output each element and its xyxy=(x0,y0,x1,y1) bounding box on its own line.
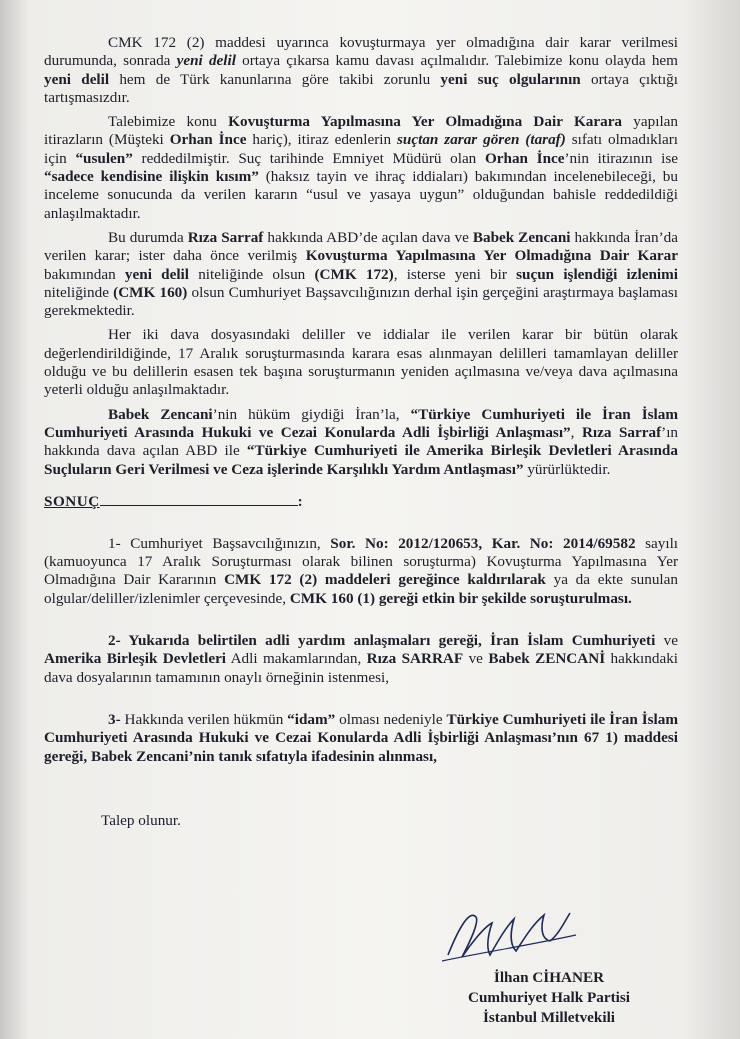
text-run: (haksız tayin ve ihraç iddiaları) bakımından incelenebileceği, bu inceleme sonucunda da verilen kararın “usul ve yasaya uygun” olduğundan bahisle reddedildiği anlaşılmaktadır. xyxy=(44,168,678,222)
text-run: hariç), itiraz edenlerin xyxy=(246,131,398,149)
bold-text xyxy=(177,52,236,69)
text-run: sıfatı olmadıkları için xyxy=(44,131,678,167)
bold-text: Kovuşturma Yapılmasına Yer Olmadığına Dair Karara xyxy=(228,113,623,131)
text-run: ya da ekte sunulan olgular/deliller/izlenimler çerçevesinde, xyxy=(44,571,678,607)
text-run: reddedilmiştir. Suç tarihinde Emniyet Müdürü olan xyxy=(132,149,485,167)
bold-text: (CMK 160) xyxy=(113,283,188,301)
signatory-party: Cumhuriyet Halk Partisi xyxy=(468,989,630,1006)
text-run: hakkındaki dava dosyalarının tamamının onaylı örneğinin istenmesi, xyxy=(44,650,679,686)
paragraph xyxy=(44,326,678,399)
text-run: hem de Türk kanunlarına göre takibi zorunlu xyxy=(109,70,441,88)
result-item xyxy=(44,535,678,608)
bold-text: 2- Yukarıda belirtilen adli yardım anlaşmaları gereği, İran İslam Cumhuriyeti xyxy=(108,632,656,650)
bold-text: (CMK 172) xyxy=(314,265,394,283)
bold-text: yeni suç olgularının xyxy=(440,70,581,88)
text-run: 1- xyxy=(108,534,131,552)
bold-text: “usulen” xyxy=(75,149,133,167)
text-run: ’nin hüküm giydiği İran’la, xyxy=(212,405,411,423)
text-run: sayılı (kamuoyunca 17 Aralık Soruşturması olarak bilinen soruşturma) Kovuşturma Yapılmasına Yer Olmadığına Dair Kararının xyxy=(44,534,679,589)
emphasis-text: suçtan zarar gören (taraf) xyxy=(397,131,566,149)
signature-block xyxy=(468,968,630,1028)
text-run: ortaya çıktığı tartışmasızdır. xyxy=(44,70,678,106)
text-run: ’ın hakkında dava açılan ABD ile xyxy=(44,423,679,460)
sonuc-label: SONUÇ xyxy=(44,492,100,510)
text-run: Her iki dava dosyasındaki deliller ve iddialar ile verilen karar bir bütün olarak değerlendirildiğinde, 17 Aralık soruşturmasında karara esas alınmayan delilleri tamamlayan deliller olduğu ve bu delillerin esasen tek başına soruşturmanın yeniden açılmasına ve/veya dava açılmasına yeterli olduğu anlaşılmaktadır. xyxy=(44,326,678,399)
text-run: ve xyxy=(463,650,489,668)
body-paragraphs xyxy=(44,34,678,479)
bold-text: Babek Zencani xyxy=(472,228,571,246)
bold-text: Rıza SARRAF xyxy=(366,650,464,668)
bold-text: Türkiye Cumhuriyeti ile İran İslam Cumhuriyeti Arasında Hukuki ve Cezai Konularda Adli İşbirliği Anlaşması’nın 67 1) maddesi gereği, Babek Zencani’nin tanık sıfatıyla ifadesinin alınması, xyxy=(44,710,678,765)
bold-text xyxy=(397,131,566,148)
paragraph xyxy=(44,34,678,107)
bold-text: 3- xyxy=(108,710,125,728)
text-run: olması nedeniyle xyxy=(335,710,447,728)
text-run: ortaya çıkarsa kamu davası açılmalıdır. Talebimize konu olayda hem xyxy=(235,52,678,70)
bold-text: Sor. No: 2012/120653, Kar. No: 2014/69582 xyxy=(330,534,636,552)
bold-text: yeni delil xyxy=(44,70,110,88)
text-run: Adli makamlarından, xyxy=(226,650,367,668)
text-run: niteliğinde olsun xyxy=(188,265,315,283)
bold-text: “idam” xyxy=(287,710,336,728)
signatory-title: İstanbul Milletvekili xyxy=(482,1009,616,1026)
text-run: , xyxy=(570,423,582,441)
bold-text: Orhan İnce xyxy=(169,131,247,149)
text-run: , isterse yeni bir xyxy=(393,265,517,283)
text-run: Bu durumda xyxy=(108,228,188,246)
handwritten-signature xyxy=(440,905,580,965)
text-run: yapılan itirazların (Müşteki xyxy=(44,113,679,149)
bold-text: CMK 160 (1) gereği etkin bir şekilde soruşturulması. xyxy=(289,589,632,607)
emphasis-text: yeni delil xyxy=(176,52,236,70)
sonuc-underline xyxy=(100,493,298,506)
bold-text: “Türkiye Cumhuriyeti ile İran İslam Cumhuriyeti Arasında Hukuki ve Cezai Konularda Adli İşbirliği Anlaşması” xyxy=(44,405,678,441)
text-run: CMK 172 (2) maddesi uyarınca kovuşturmaya yer olmadığına dair karar verilmesi durumunda, sonrada xyxy=(44,34,678,70)
bold-text: Kovuşturma Yapılmasına Yer Olmadığına Dair Karar xyxy=(305,247,678,265)
bold-text: “Türkiye Cumhuriyeti ile Amerika Birleşik Devletleri Arasında Suçluların Geri Verilmesi ve Ceza işlerinde Karşılıklı Yardım Antlaşması” xyxy=(44,442,678,478)
text-run: Hakkında verilen hükmün xyxy=(124,710,288,728)
result-item xyxy=(44,711,678,766)
bold-text: CMK 172 (2) maddeleri gereğince kaldırılarak xyxy=(224,571,546,589)
closing-text: Talep olunur. xyxy=(101,811,181,829)
bold-text: Babek ZENCANİ xyxy=(488,650,606,668)
sonuc-heading xyxy=(44,493,678,511)
text-run: hakkında İran’da verilen karar; ister daha önce verilmiş xyxy=(44,228,678,265)
bold-text: Amerika Birleşik Devletleri xyxy=(44,650,227,668)
signatory-name: İlhan CİHANER xyxy=(493,969,605,986)
paragraph xyxy=(44,406,678,479)
text-run: hakkında ABD’de açılan dava ve xyxy=(263,228,473,246)
text-run: bakımından xyxy=(44,265,125,283)
text-run: Talebimize konu xyxy=(108,113,229,131)
text-run: olsun Cumhuriyet Başsavcılığınızın derhal işin gerçeğini araştırmaya başlaması gerekmektedir. xyxy=(44,283,678,320)
paragraph xyxy=(44,229,678,320)
bold-text: Babek Zencani xyxy=(108,405,213,423)
text-run: yürürlüktedir. xyxy=(523,460,611,478)
text-run: Cumhuriyet Başsavcılığınızın, xyxy=(130,534,331,552)
bold-text: suçun işlendiği izlenimi xyxy=(516,265,678,283)
result-items xyxy=(44,535,678,766)
text-run: ve xyxy=(655,632,678,650)
bold-text: Rıza Sarraf xyxy=(581,423,662,441)
bold-text: Orhan İnce xyxy=(484,149,565,167)
result-item xyxy=(44,632,678,687)
text-run: ’nin itirazının ise xyxy=(564,149,678,167)
sonuc-colon: : xyxy=(297,492,304,510)
bold-text: yeni delil xyxy=(124,265,189,283)
paragraph xyxy=(44,113,678,223)
bold-text: “sadece kendisine ilişkin kısım” xyxy=(44,168,259,186)
text-run: niteliğinde xyxy=(44,283,114,301)
bold-text: Rıza Sarraf xyxy=(187,228,264,246)
